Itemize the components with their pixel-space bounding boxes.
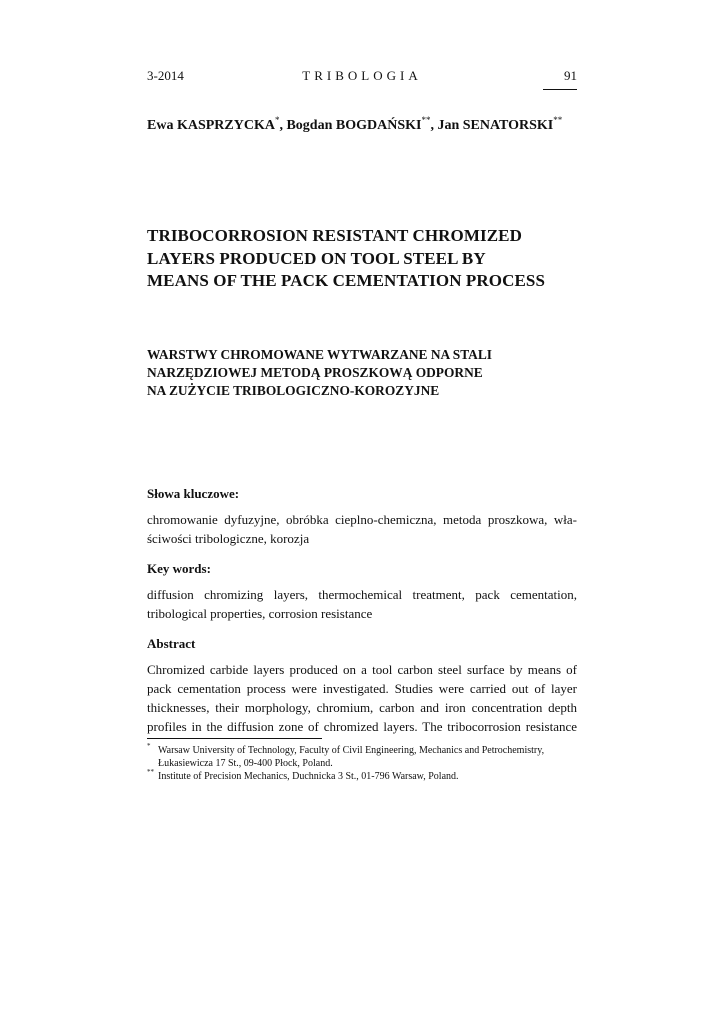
- footnote: [147, 744, 579, 770]
- affiliation-mark: **: [421, 115, 431, 125]
- page-number: 91: [564, 68, 577, 83]
- affiliation-mark: **: [553, 115, 563, 125]
- author-name: Jan SENATORSKI: [437, 118, 554, 133]
- title-line: TRIBOCORROSION RESISTANT CHROMIZED: [147, 226, 522, 245]
- title-line: WARSTWY CHROMOWANE WYTWARZANE NA STALI: [147, 347, 492, 362]
- header-rule: [543, 89, 577, 90]
- abstract-heading: Abstract: [147, 636, 196, 651]
- author-name: Ewa KASPRZYCKA: [147, 118, 275, 133]
- text-line: ściwości tribologiczne, korozja: [147, 531, 310, 546]
- footnote-line: Warsaw University of Technology, Faculty of Civil Engineering, Mechanics and Petrochemistry,: [158, 745, 545, 756]
- article-title-polish: [147, 346, 587, 400]
- footnote-rule: [147, 738, 322, 739]
- title-line: NA ZUŻYCIE TRIBOLOGICZNO-KOROZYJNE: [147, 383, 440, 398]
- author-separator: ,: [430, 118, 438, 133]
- abstract-text: [147, 660, 577, 736]
- text-line: pack cementation process were investigated. Studies were carried out of layer: [147, 681, 577, 696]
- footnote-line: Institute of Precision Mechanics, Duchnicka 3 St., 01-796 Warsaw, Poland.: [158, 771, 459, 782]
- title-line: MEANS OF THE PACK CEMENTATION PROCESS: [147, 271, 546, 290]
- author-name: Bogdan BOGDAŃSKI: [286, 118, 422, 133]
- author-list: [147, 115, 563, 134]
- text-line: thicknesses, their morphology, chromium, carbon and iron concentration depth: [147, 700, 577, 715]
- keywords-english-text: [147, 585, 577, 623]
- running-head: [147, 68, 577, 90]
- text-line: profiles in the diffusion zone of chromized layers. The tribocorrosion resistance: [147, 719, 577, 734]
- author-separator: ,: [279, 118, 287, 133]
- footnotes: [147, 744, 579, 783]
- keywords-polish-heading: Słowa kluczowe:: [147, 486, 240, 501]
- keywords-polish-text: [147, 510, 577, 548]
- footnote-line: Łukasiewicza 17 St., 09-400 Płock, Poland.: [158, 758, 333, 769]
- journal-name: TRIBOLOGIA: [302, 68, 422, 83]
- issue-number: 3-2014: [147, 68, 184, 83]
- footnote-mark: **: [147, 768, 154, 776]
- footnote: [147, 770, 579, 783]
- footnote-mark: *: [147, 742, 151, 750]
- article-title-english: [147, 225, 587, 293]
- affiliation-mark: *: [274, 115, 280, 125]
- text-line: diffusion chromizing layers, thermochemical treatment, pack cementation,: [147, 587, 577, 602]
- title-line: NARZĘDZIOWEJ METODĄ PROSZKOWĄ ODPORNE: [147, 365, 483, 380]
- text-line: tribological properties, corrosion resistance: [147, 606, 373, 621]
- title-line: LAYERS PRODUCED ON TOOL STEEL BY: [147, 248, 486, 268]
- text-line: chromowanie dyfuzyjne, obróbka cieplno-chemiczna, metoda proszkowa, wła-: [147, 512, 577, 527]
- text-line: Chromized carbide layers produced on a tool carbon steel surface by means of: [147, 662, 577, 677]
- keywords-english-heading: Key words:: [147, 561, 211, 576]
